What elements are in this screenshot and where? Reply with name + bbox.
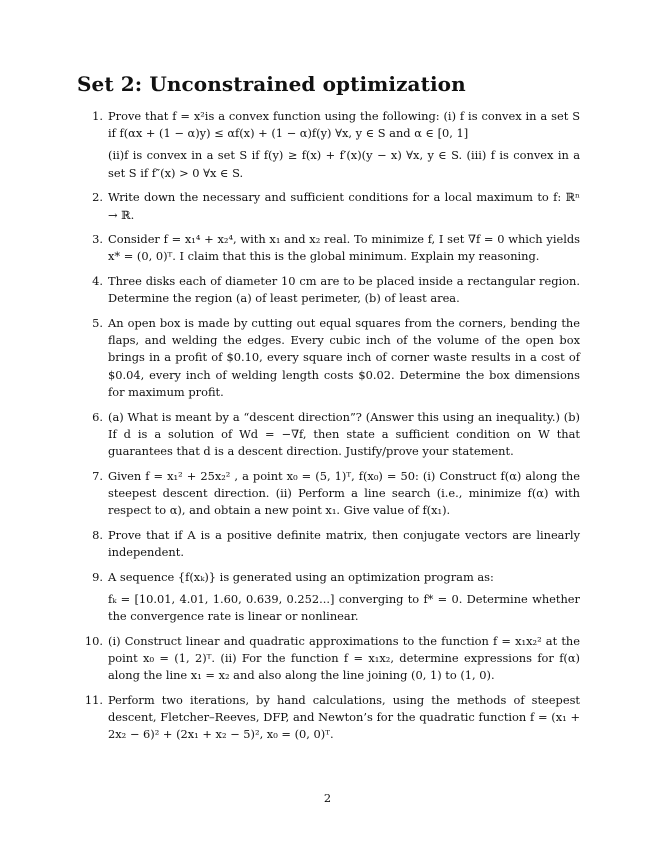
problem-text: Consider f = x₁⁴ + x₂⁴, with x₁ and x₂ real. To minimize f, I set ∇f = 0 which yields x* = (0, 0)ᵀ. I claim that this is the global minimum. Explain my reasoning. [108, 232, 580, 264]
problem-text: Three disks each of diameter 10 cm are to be placed inside a rectangular region. Determine the region (a) of least perimeter, (b) of least area. [108, 274, 580, 306]
problem-3 [78, 231, 580, 265]
problem-text: (a) What is meant by a “descent direction”? (Answer this using an inequality.) (b) If d is a solution of Wd = −∇f, then state a sufficient condition on W that guarantees that d is a descent direction. Justify/prove your statement. [108, 409, 580, 458]
problem-number: 10. [84, 633, 103, 648]
problem-number: 9. [92, 569, 103, 584]
problem-text: Prove that f = x²is a convex function using the following: (i) f is convex in a set S if f(αx + (1 − α)y) ≤ αf(x) + (1 − α)f(y) ∀x, y ∈ S and α ∈ [0, 1] [108, 109, 580, 141]
problem-2 [78, 189, 580, 223]
problem-8 [78, 527, 580, 561]
problem-1 [78, 108, 580, 182]
page-number: 2 [323, 791, 332, 805]
problem-6 [78, 409, 580, 461]
problem-text: An open box is made by cutting out equal squares from the corners, bending the flaps, and welding the edges. Every cubic inch of the volume of the open box brings in a profit of $0.10, every square inch of corner waste results in a cost of $0.04, every inch of welding length costs $0.02. Determine the box dimensions for maximum profit. [108, 316, 580, 399]
problem-number: 2. [92, 190, 103, 205]
problem-number: 6. [92, 409, 103, 424]
problem-text: Write down the necessary and sufficient conditions for a local maximum to f: ℝⁿ → ℝ. [108, 190, 580, 222]
problem-number: 3. [92, 232, 103, 247]
problem-text: Given f = x₁² + 25x₂² , a point x₀ = (5, 1)ᵀ, f(x₀) = 50: (i) Construct f(α) along the steepest descent direction. (ii) Perform a line search (i.e., minimize f(α) with respect to α), and obtain a new point x₁. Give value of f(x₁). [108, 468, 580, 518]
problem-10 [78, 633, 580, 685]
problem-number: 5. [92, 316, 103, 331]
problem-number: 11. [84, 692, 103, 707]
problem-list [78, 108, 580, 751]
problem-4 [78, 273, 580, 307]
problem-text: (i) Construct linear and quadratic approximations to the function f = x₁x₂² at the point x₀ = (1, 2)ᵀ. (ii) For the function f = x₁x₂, determine expressions for f(α) along the line x₁ = x₂ and also along the line joining (0, 1) to (1, 0). [108, 633, 580, 683]
problem-5 [78, 315, 580, 401]
problem-number: 1. [92, 109, 103, 123]
problem-text: Perform two iterations, by hand calculations, using the methods of steepest descent, Fletcher–Reeves, DFP, and Newton’s for the quadratic function f = (x₁ + 2x₂ − 6)² + (2x₁ + x₂ − 5)², x₀ = (0, 0)ᵀ. [108, 692, 580, 742]
problem-text: Prove that if A is a positive definite matrix, then conjugate vectors are linearly independent. [108, 527, 580, 559]
problem-text: fₖ = [10.01, 4.01, 1.60, 0.639, 0.252...] converging to f* = 0. Determine whether the convergence rate is linear or nonlinear. [108, 591, 580, 624]
problem-7 [78, 468, 580, 520]
problem-text: A sequence {f(xₖ)} is generated using an optimization program as: [108, 569, 494, 584]
problem-number: 8. [92, 527, 103, 542]
problem-text: (ii)f is convex in a set S if f(y) ≥ f(x) + f′(x)(y − x) ∀x, y ∈ S. (iii) f is convex in a set S if f″(x) > 0 ∀x ∈ S. [108, 148, 580, 180]
section-heading: Set 2: Unconstrained optimization [77, 72, 466, 96]
problem-9 [78, 569, 580, 626]
problem-number: 4. [92, 274, 103, 289]
problem-number: 7. [92, 468, 103, 483]
problem-11 [78, 692, 580, 744]
